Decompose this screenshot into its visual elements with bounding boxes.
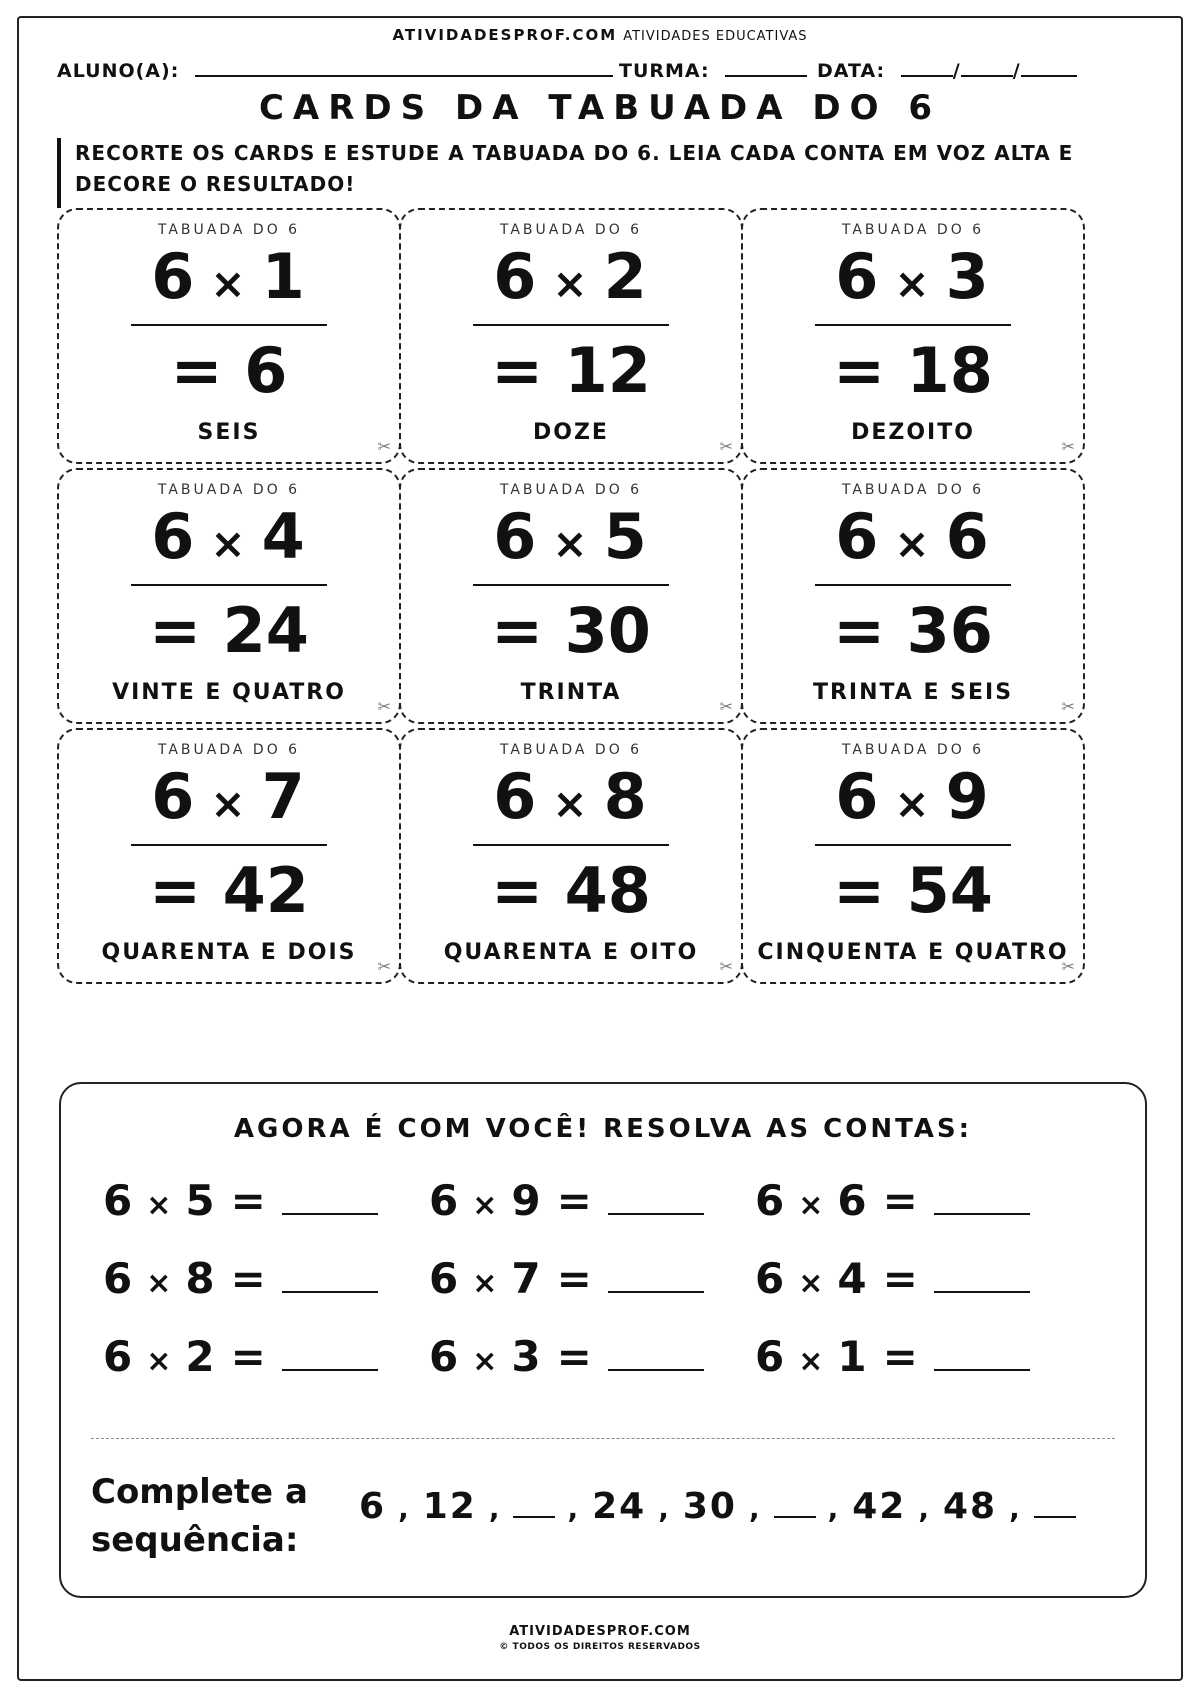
- card-factor-a: 6: [835, 240, 881, 313]
- card-result: = 18: [833, 334, 993, 407]
- times-sign: ×: [146, 1344, 174, 1379]
- card-factor-b: 9: [945, 760, 991, 833]
- site-subtitle: ATIVIDADES EDUCATIVAS: [623, 29, 808, 44]
- card-factor-a: 6: [493, 500, 539, 573]
- card-rule: [131, 844, 327, 846]
- times-sign: ×: [210, 779, 248, 828]
- scissor-icon: ✂: [1061, 697, 1075, 716]
- card-result-words: TRINTA E SEIS: [812, 680, 1014, 705]
- worksheet-page: [17, 16, 1183, 1681]
- aluno-blank: [195, 63, 613, 77]
- practice-problem: [429, 1254, 704, 1303]
- card-result-words: VINTE E QUATRO: [112, 680, 346, 705]
- scissor-icon: ✂: [719, 697, 733, 716]
- card-factor-a: 6: [835, 500, 881, 573]
- scissor-icon: ✂: [377, 697, 391, 716]
- card-label: TABUADA DO 6: [499, 482, 643, 498]
- times-sign: ×: [552, 779, 590, 828]
- problem-factor-a: 6: [103, 1176, 135, 1225]
- problem-factor-b: 9: [511, 1176, 543, 1225]
- equals-sign: =: [556, 1332, 594, 1381]
- problem-factor-a: 6: [429, 1176, 461, 1225]
- card-equation: [59, 500, 399, 581]
- problem-factor-b: 2: [185, 1332, 217, 1381]
- scissor-icon: ✂: [377, 437, 391, 456]
- problem-factor-b: 4: [837, 1254, 869, 1303]
- footer-site: ATIVIDADESPROF.COM: [509, 1624, 691, 1639]
- problem-factor-a: 6: [755, 1176, 787, 1225]
- site-header: [19, 26, 1181, 44]
- card-factor-b: 4: [261, 500, 307, 573]
- card-rule: [815, 844, 1011, 846]
- equals-sign: =: [230, 1254, 268, 1303]
- practice-problem: [429, 1332, 704, 1381]
- equals-sign: =: [556, 1254, 594, 1303]
- times-sign: ×: [552, 259, 590, 308]
- card-equation: [401, 760, 741, 841]
- answer-blank: [934, 1283, 1030, 1293]
- scissor-icon: ✂: [719, 957, 733, 976]
- date-sep-2: /: [1012, 60, 1021, 82]
- card-equation: [59, 240, 399, 321]
- card-rule: [131, 584, 327, 586]
- card-equation: [743, 500, 1083, 581]
- sequence-separator: ,: [567, 1492, 581, 1525]
- data-label: DATA:: [817, 60, 886, 82]
- sequence-separator: ,: [918, 1492, 931, 1525]
- card-factor-b: 2: [603, 240, 649, 313]
- times-sign: ×: [210, 519, 248, 568]
- times-sign: ×: [798, 1344, 826, 1379]
- multiplication-card: [741, 208, 1085, 464]
- practice-problem: [103, 1332, 378, 1381]
- times-sign: ×: [472, 1266, 500, 1301]
- sequence-label-line-2: sequência:: [91, 1520, 299, 1560]
- equals-sign: =: [230, 1176, 268, 1225]
- card-factor-b: 1: [261, 240, 307, 313]
- card-rule: [815, 584, 1011, 586]
- card-factor-a: 6: [493, 760, 539, 833]
- practice-problem: [755, 1332, 1030, 1381]
- aluno-field: [57, 60, 613, 82]
- page-footer: [19, 1624, 1181, 1652]
- times-sign: ×: [894, 259, 932, 308]
- sequence-number: 42: [852, 1486, 907, 1527]
- card-rule: [815, 324, 1011, 326]
- practice-problem: [429, 1176, 704, 1225]
- multiplication-card: [399, 208, 743, 464]
- card-label: TABUADA DO 6: [841, 482, 985, 498]
- instruction-text: RECORTE OS CARDS E ESTUDE A TABUADA DO 6. LEIA CADA CONTA EM VOZ ALTA E DECORE O RESULTADO!: [57, 138, 1137, 208]
- card-equation: [401, 240, 741, 321]
- problem-factor-b: 5: [185, 1176, 217, 1225]
- multiplication-card: [57, 728, 401, 984]
- practice-divider: [91, 1438, 1115, 1439]
- multiplication-card: [399, 728, 743, 984]
- card-result: = 54: [833, 854, 993, 927]
- footer-copyright: © TODOS OS DIREITOS RESERVADOS: [499, 1642, 701, 1652]
- card-result: = 30: [491, 594, 651, 667]
- card-factor-b: 6: [945, 500, 991, 573]
- sequence-separator: ,: [398, 1492, 411, 1525]
- sequence-separator: ,: [827, 1492, 841, 1525]
- card-equation: [743, 760, 1083, 841]
- date-sep-1: /: [952, 60, 961, 82]
- scissor-icon: ✂: [719, 437, 733, 456]
- multiplication-card: [57, 208, 401, 464]
- card-label: TABUADA DO 6: [157, 482, 301, 498]
- sequence-blank: [1034, 1508, 1076, 1518]
- answer-blank: [608, 1361, 704, 1371]
- card-rule: [473, 844, 669, 846]
- answer-blank: [934, 1361, 1030, 1371]
- times-sign: ×: [210, 259, 248, 308]
- problem-factor-a: 6: [103, 1332, 135, 1381]
- card-factor-a: 6: [151, 240, 197, 313]
- sequence-number: 48: [942, 1486, 998, 1527]
- problem-factor-a: 6: [103, 1254, 135, 1303]
- problem-factor-a: 6: [429, 1254, 461, 1303]
- card-label: TABUADA DO 6: [841, 222, 985, 238]
- practice-box: [59, 1082, 1147, 1598]
- practice-problem: [755, 1254, 1030, 1303]
- practice-problem: [755, 1176, 1030, 1225]
- times-sign: ×: [552, 519, 590, 568]
- problem-factor-a: 6: [755, 1332, 787, 1381]
- problem-factor-b: 1: [837, 1332, 869, 1381]
- card-factor-b: 3: [945, 240, 991, 313]
- scissor-icon: ✂: [377, 957, 391, 976]
- answer-blank: [608, 1205, 704, 1215]
- card-result: = 36: [833, 594, 993, 667]
- number-sequence: [359, 1486, 1076, 1527]
- card-equation: [743, 240, 1083, 321]
- problem-factor-b: 6: [837, 1176, 869, 1225]
- card-factor-a: 6: [151, 760, 197, 833]
- card-result: = 12: [491, 334, 651, 407]
- practice-problem: [103, 1176, 378, 1225]
- card-result-words: DOZE: [533, 420, 609, 445]
- turma-label: TURMA:: [619, 60, 710, 82]
- sequence-separator: ,: [748, 1492, 762, 1525]
- sequence-blank: [774, 1508, 816, 1518]
- equals-sign: =: [882, 1254, 920, 1303]
- scissor-icon: ✂: [1061, 957, 1075, 976]
- times-sign: ×: [894, 779, 932, 828]
- card-factor-a: 6: [835, 760, 881, 833]
- card-rule: [473, 584, 669, 586]
- card-result: = 6: [170, 334, 288, 407]
- problem-factor-a: 6: [755, 1254, 787, 1303]
- card-label: TABUADA DO 6: [499, 742, 643, 758]
- sequence-number: 6: [359, 1486, 387, 1527]
- turma-field: [619, 60, 807, 82]
- sequence-blank: [513, 1508, 555, 1518]
- card-result-words: CINQUENTA E QUATRO: [757, 940, 1069, 965]
- sequence-label: [91, 1468, 308, 1564]
- sequence-separator: ,: [658, 1492, 671, 1525]
- day-blank: [901, 63, 953, 77]
- card-factor-a: 6: [151, 500, 197, 573]
- times-sign: ×: [146, 1188, 174, 1223]
- card-factor-b: 8: [603, 760, 649, 833]
- card-label: TABUADA DO 6: [841, 742, 985, 758]
- card-rule: [131, 324, 327, 326]
- multiplication-card: [57, 468, 401, 724]
- answer-blank: [608, 1283, 704, 1293]
- scissor-icon: ✂: [1061, 437, 1075, 456]
- card-result-words: QUARENTA E OITO: [443, 940, 699, 965]
- times-sign: ×: [472, 1344, 500, 1379]
- equals-sign: =: [882, 1332, 920, 1381]
- sequence-number: 30: [682, 1486, 737, 1527]
- year-blank: [1021, 63, 1077, 77]
- multiplication-card: [399, 468, 743, 724]
- sequence-separator: ,: [488, 1492, 502, 1525]
- turma-blank: [725, 63, 807, 77]
- problem-factor-b: 3: [511, 1332, 543, 1381]
- answer-blank: [934, 1205, 1030, 1215]
- sequence-number: 12: [422, 1486, 477, 1527]
- site-name: ATIVIDADESPROF.COM: [392, 26, 618, 44]
- aluno-label: ALUNO(A):: [57, 60, 180, 82]
- times-sign: ×: [798, 1266, 826, 1301]
- card-factor-a: 6: [493, 240, 539, 313]
- times-sign: ×: [472, 1188, 500, 1223]
- times-sign: ×: [146, 1266, 174, 1301]
- equals-sign: =: [556, 1176, 594, 1225]
- practice-problem: [103, 1254, 378, 1303]
- answer-blank: [282, 1283, 378, 1293]
- answer-blank: [282, 1205, 378, 1215]
- equals-sign: =: [230, 1332, 268, 1381]
- card-factor-b: 7: [261, 760, 307, 833]
- problem-factor-b: 8: [185, 1254, 217, 1303]
- card-result-words: TRINTA: [520, 680, 622, 705]
- card-label: TABUADA DO 6: [157, 222, 301, 238]
- problem-factor-a: 6: [429, 1332, 461, 1381]
- times-sign: ×: [894, 519, 932, 568]
- card-label: TABUADA DO 6: [157, 742, 301, 758]
- card-result-words: QUARENTA E DOIS: [101, 940, 357, 965]
- times-sign: ×: [798, 1188, 826, 1223]
- card-result: = 24: [149, 594, 309, 667]
- card-factor-b: 5: [603, 500, 649, 573]
- card-equation: [59, 760, 399, 841]
- sequence-separator: ,: [1009, 1492, 1022, 1525]
- student-info-row: [57, 52, 1143, 86]
- card-result-words: DEZOITO: [851, 420, 975, 445]
- sequence-number: 24: [592, 1486, 647, 1527]
- card-rule: [473, 324, 669, 326]
- month-blank: [961, 63, 1013, 77]
- card-label: TABUADA DO 6: [499, 222, 643, 238]
- problem-factor-b: 7: [511, 1254, 543, 1303]
- practice-title: AGORA É COM VOCÊ! RESOLVA AS CONTAS:: [233, 1114, 973, 1144]
- card-result: = 42: [149, 854, 309, 927]
- equals-sign: =: [882, 1176, 920, 1225]
- card-equation: [401, 500, 741, 581]
- sequence-label-line-1: Complete a: [91, 1472, 308, 1512]
- card-result: = 48: [491, 854, 651, 927]
- page-title: CARDS DA TABUADA DO 6: [258, 88, 942, 128]
- data-field: [817, 60, 1077, 82]
- multiplication-card: [741, 468, 1085, 724]
- multiplication-card: [741, 728, 1085, 984]
- card-result-words: SEIS: [197, 420, 261, 445]
- answer-blank: [282, 1361, 378, 1371]
